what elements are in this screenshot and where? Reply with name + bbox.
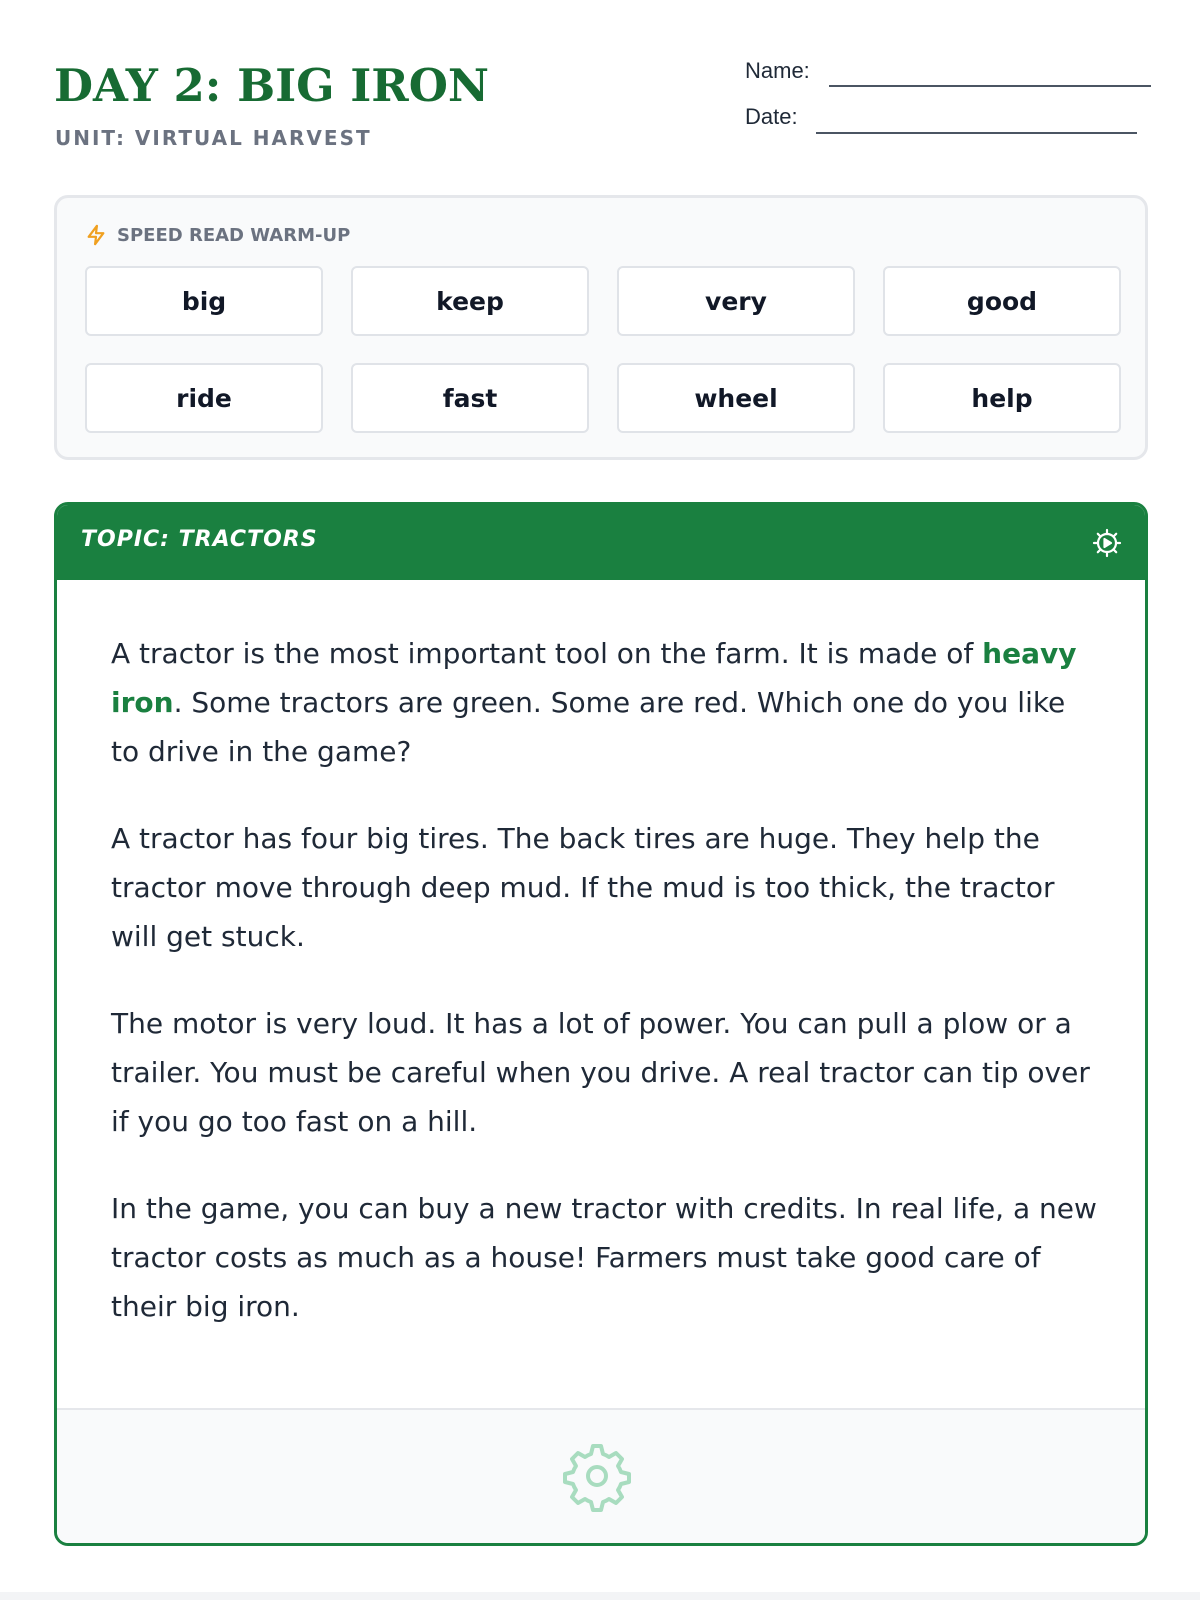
date-label: Date: [745,104,798,129]
name-line [829,85,1151,87]
topic-title: TOPIC: TRACTORS [81,527,318,552]
paragraph-text: A tractor is the most important tool on the farm. It is made of [111,637,983,670]
word-card: very [617,266,855,336]
page-title: DAY 2: BIG IRON [54,59,490,112]
word-grid [85,266,1121,433]
word-card: ride [85,363,323,433]
word-card: good [883,266,1121,336]
passage-paragraph: The motor is very loud. It has a lot of power. You can pull a plow or a trailer. You must be careful when you drive. A real tractor can tip over if you go too fast on a hill. [111,1007,1090,1138]
word-card: big [85,266,323,336]
gear-icon [1091,527,1123,559]
word-card: fast [351,363,589,433]
passage-paragraph: A tractor has four big tires. The back tires are huge. They help the tractor move through deep mud. If the mud is too thick, the tractor will get stuck. [111,822,1055,953]
topic-header [57,505,1145,580]
gear-icon [561,1440,633,1512]
word-card: help [883,363,1121,433]
speed-read-warmup [54,195,1148,460]
topic-card [54,502,1148,1546]
word-card: keep [351,266,589,336]
warmup-heading [85,224,350,246]
passage-paragraph [111,629,1101,776]
lightning-bolt-icon [85,224,107,246]
reading-passage [111,629,1101,1369]
passage-paragraph: In the game, you can buy a new tractor with credits. In real life, a new tractor costs as much as a house! Farmers must take good care of their big iron. [111,1192,1097,1323]
name-label: Name: [745,58,810,83]
paragraph-text: . Some tractors are green. Some are red. Which one do you like to drive in the game? [111,686,1066,768]
highlighted-term: heavy iron [111,637,1077,719]
word-card: wheel [617,363,855,433]
topic-footer [57,1408,1145,1543]
warmup-heading-text: SPEED READ WARM-UP [117,224,351,246]
date-line [816,132,1137,134]
unit-subtitle: UNIT: VIRTUAL HARVEST [55,126,372,150]
